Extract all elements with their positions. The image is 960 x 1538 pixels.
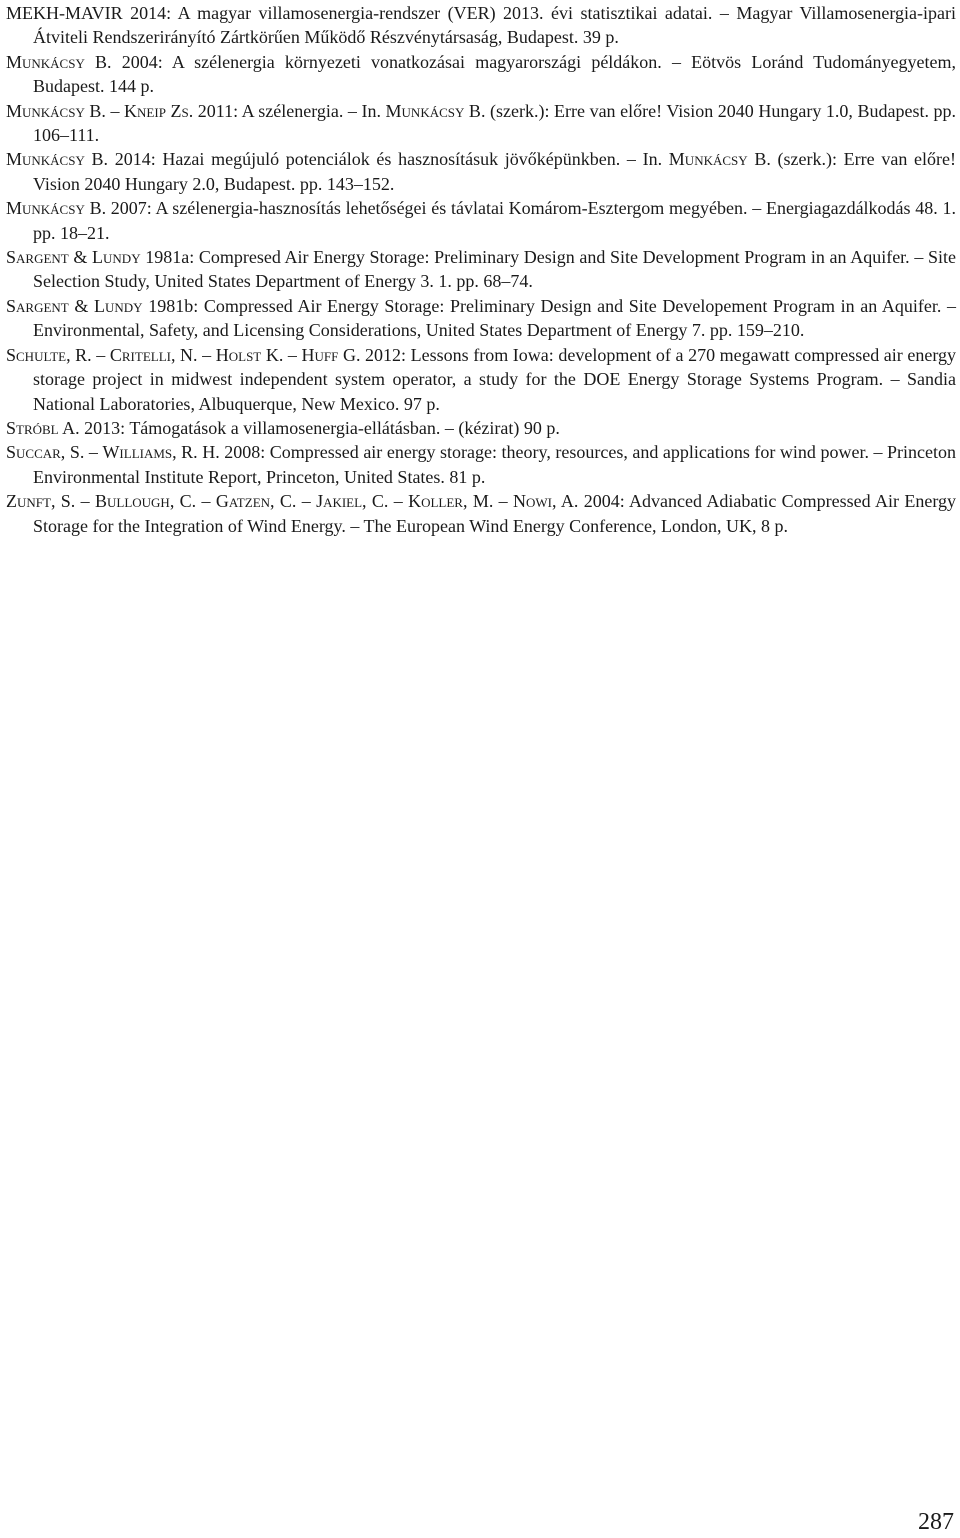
- author-separator: –: [296, 491, 317, 512]
- reference-entry: [6, 440, 956, 489]
- reference-author: Munkácsy B.: [6, 149, 109, 170]
- reference-entry: [6, 1, 956, 50]
- reference-list: [6, 1, 956, 538]
- reference-entry: [6, 294, 956, 343]
- reference-author: Succar, S.: [6, 442, 85, 463]
- reference-text: 2008: Compressed air energy storage: theory, resources, and applications for wind power. – Princeton Environmental Institute Report, Princeton, United States. 81 p.: [33, 442, 957, 487]
- reference-entry: [6, 245, 956, 294]
- reference-text: 2004: Advanced Adiabatic Compressed Air Energy Storage for the Integration of Wind Energy. – The European Wind Energy Conference, London, UK, 8 p.: [33, 491, 957, 536]
- reference-text: 1981b: Compressed Air Energy Storage: Preliminary Design and Site Developement Program in an Aquifer. – Environmental, Safety, and Licensing Considerations, United States Department of Energy 7. pp. 159–210.: [33, 295, 956, 341]
- reference-author: Schulte, R.: [6, 344, 92, 365]
- author-separator: &: [68, 247, 93, 268]
- reference-entry: [6, 416, 956, 440]
- reference-text: 1981a: Compresed Air Energy Storage: Preliminary Design and Site Development Program in an Aquifer. – Site Selection Study, United States Department of Energy 3. 1. pp. 68–74.: [33, 247, 956, 292]
- reference-author: Bullough, C.: [94, 491, 197, 512]
- author-separator: –: [196, 491, 216, 512]
- reference-text: 2004: A szélenergia környezeti vonatkozásai magyarországi példákon. – Eötvös Loránd Tudományegyetem, Budapest. 144 p.: [33, 51, 956, 97]
- reference-author: Sargent: [6, 295, 69, 316]
- reference-entry: [6, 343, 956, 416]
- author-separator: –: [84, 442, 103, 463]
- reference-entry: [6, 99, 956, 148]
- reference-author: Holst K.: [215, 344, 284, 365]
- reference-entry: [6, 147, 956, 196]
- author-separator: –: [197, 344, 216, 365]
- reference-author: Gatzen, C.: [215, 491, 297, 512]
- reference-author: Critelli, N.: [109, 344, 198, 365]
- reference-text: MEKH-MAVIR 2014: A magyar villamosenergia-rendszer (VER) 2013. évi statisztikai adatai. – Magyar Villamosenergia-ipari Átviteli Rendszerirányító Zártkörűen Működő Részvénytársaság, Budapest. 39 p.: [6, 3, 956, 48]
- author-separator: –: [105, 100, 125, 121]
- reference-text: 2013: Támogatások a villamosenergia-ellátásban. – (kézirat) 90 p.: [79, 417, 560, 438]
- reference-entry: [6, 196, 956, 245]
- reference-author: Zunft, S.: [6, 491, 76, 512]
- reference-author: Lundy: [94, 295, 143, 316]
- reference-text: 2007: A szélenergia-hasznosítás lehetőségei és távlatai Komárom-Esztergom megyében. – Energiagazdálkodás 48. 1. pp. 18–21.: [33, 198, 956, 243]
- reference-author: Nowi, A.: [513, 491, 579, 512]
- author-separator: –: [91, 344, 110, 365]
- reference-author: Huff G.: [301, 344, 361, 365]
- reference-entry: [6, 50, 956, 99]
- author-separator: –: [388, 491, 409, 512]
- reference-author: Koller, M.: [408, 491, 494, 512]
- reference-text: 2014: Hazai megújuló potenciálok és hasznosításuk jövőképünkben. – In.: [108, 149, 669, 170]
- reference-author: Stróbl A.: [6, 417, 80, 438]
- author-separator: –: [75, 491, 95, 512]
- reference-entry: [6, 489, 956, 538]
- reference-author: Munkácsy B.: [6, 100, 106, 121]
- reference-text: 2011: A szélenergia. – In.: [193, 100, 386, 121]
- author-separator: &: [68, 295, 94, 316]
- reference-author: Munkácsy B.: [6, 51, 112, 72]
- reference-author: Williams, R. H.: [102, 442, 220, 463]
- reference-text-cont: (szerk.): Erre van előre! Vision 2040 Hungary 2.0, Budapest. pp. 143–152.: [33, 149, 956, 194]
- reference-author: Lundy: [92, 247, 141, 268]
- author-separator: –: [493, 491, 514, 512]
- reference-editor: Munkácsy B.: [385, 100, 486, 121]
- reference-text-cont: (szerk.): Erre van előre! Vision 2040 Hungary 1.0, Budapest. pp. 106–111.: [33, 100, 957, 146]
- reference-author: Jakiel, C.: [316, 491, 389, 512]
- author-separator: –: [283, 344, 302, 365]
- reference-author: Kneip Zs.: [124, 100, 194, 121]
- reference-text: 2012: Lessons from Iowa: development of a 270 megawatt compressed air energy storage project in midwest independent system operator, a study for the DOE Energy Storage Systems Program. – Sandia National Laboratories, Albuquerque, New Mexico. 97 p.: [33, 344, 957, 414]
- reference-editor: Munkácsy B.: [668, 149, 771, 170]
- reference-author: Munkácsy B.: [6, 198, 107, 219]
- page-number: 287: [918, 1509, 954, 1535]
- reference-author: Sargent: [6, 247, 69, 268]
